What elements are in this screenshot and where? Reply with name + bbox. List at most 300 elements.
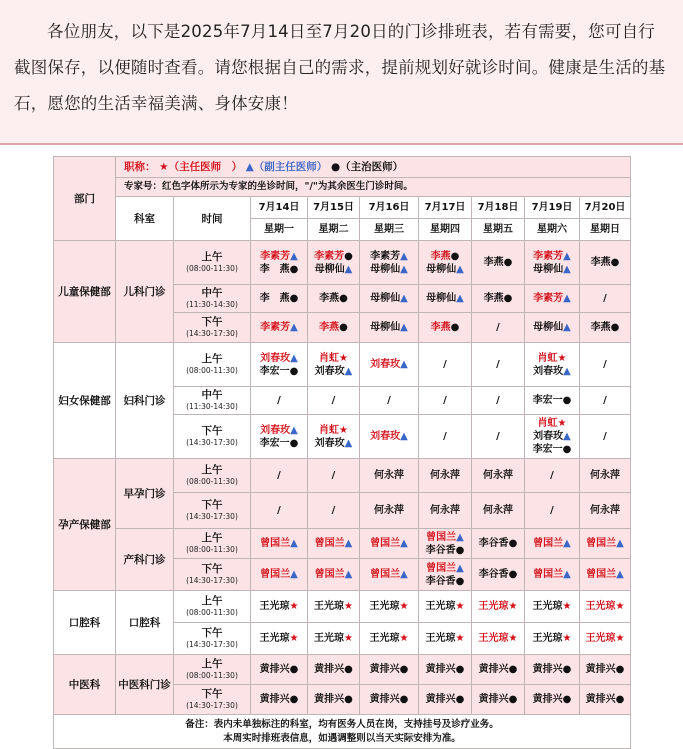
schedule-cell [251,559,308,591]
doctor-name: 曾国兰 [260,538,291,549]
schedule-cell [419,459,472,493]
schedule-cell [360,285,419,313]
doctor-entry [580,632,630,645]
dot-icon: ● [399,694,409,705]
dept-cell: 孕产保健部 [54,459,116,591]
schedule-cell [472,387,525,415]
doctor-entry [360,568,418,581]
schedule-cell [308,343,360,387]
dot-icon: ● [562,694,572,705]
doctor-name: 李燕 [483,257,504,268]
schedule-cell [580,313,631,343]
time-slot-cell [174,685,251,715]
doctor-name: 刘春玫 [533,431,564,442]
clinic-cell: 中医科门诊 [116,655,174,715]
triangle-icon: ▲ [290,250,298,262]
schedule-cell [360,591,419,623]
doctor-name: 王光琼 [532,601,563,612]
time-header: 时间 [174,197,251,241]
doctor-entry [525,693,579,706]
doctor-entry [419,263,471,276]
doctor-entry [251,365,307,378]
schedule-cell [251,493,308,529]
weekday-label: 星期五 [483,224,513,235]
star-icon: ★ [615,601,625,612]
triangle-icon: ▲ [616,538,624,549]
star-icon: ★ [339,424,348,436]
doctor-name: 李素芳 [370,250,401,262]
doctor-name: 王光琼 [259,633,290,644]
doctor-name: 李谷香 [425,544,456,556]
triangle-icon: ▲ [290,538,298,549]
note-row [54,715,631,749]
slash-mark: / [443,395,447,406]
slot-range: (11:30-14:30) [186,299,238,309]
doctor-entry [251,352,307,365]
doctor-entry [580,663,630,676]
doctor-entry [251,424,307,437]
doctor-entry [419,394,471,407]
doctor-entry [419,531,471,544]
doctor-entry [419,321,471,334]
doctor-name: 曾国兰 [370,538,401,549]
doctor-entry [419,430,471,443]
slash-mark: / [603,293,607,304]
triangle-icon: ▲ [563,263,571,275]
doctor-entry [360,430,418,443]
star-icon: ★ [562,633,572,644]
dot-icon: ● [455,694,465,705]
triangle-icon: ▲ [344,365,353,377]
triangle-icon: ▲ [400,322,408,333]
doctor-entry [525,321,579,334]
doctor-name: 王光琼 [259,601,290,612]
doctor-name: 李素芳 [314,250,345,262]
triangle-icon: ▲ [344,437,353,449]
star-icon: ★ [615,633,625,644]
doctor-name: 曾国兰 [586,569,617,580]
slash-mark: / [331,395,336,406]
schedule-cell [360,493,419,529]
doctor-entry [525,504,579,517]
doctor-entry [360,504,418,517]
doctor-name: 黄排兴 [369,694,400,705]
slot-range: (14:30-17:30) [186,328,238,338]
time-slot-cell [174,591,251,623]
schedule-cell [525,459,580,493]
star-icon: ★ [508,633,518,644]
schedule-cell [419,591,472,623]
doctor-name: 王光琼 [585,633,616,644]
star-icon: ★ [344,633,353,644]
schedule-cell [525,285,580,313]
doctor-entry [251,437,307,450]
slash-mark: / [496,322,500,333]
schedule-cell [308,285,360,313]
doctor-entry [308,352,359,365]
doctor-name: 何永萍 [430,470,460,481]
doctor-name: 刘春玫 [260,424,291,436]
slash-mark: / [603,431,607,442]
slot-label: 上午 [201,463,223,476]
doctor-name: 王光琼 [369,601,400,612]
doctor-entry [308,632,359,645]
doctor-entry [360,358,418,371]
clinic-cell: 早孕门诊 [116,459,174,529]
schedule-cell [419,493,472,529]
doctor-entry [419,504,471,517]
doctor-entry [525,663,579,676]
doctor-entry [580,292,630,305]
doctor-name: 黄排兴 [585,664,616,675]
day-header [419,197,472,241]
triangle-icon: ▲ [400,431,408,442]
schedule-cell [525,623,580,655]
slash-mark: / [277,470,281,481]
day-header [580,197,631,241]
schedule-cell [308,493,360,529]
schedule-cell [251,459,308,493]
doctor-entry [472,256,524,269]
doctor-name: 李宏一 [532,395,563,406]
schedule-cell [419,529,472,559]
day-header [525,197,580,241]
doctor-name: 王光琼 [585,601,616,612]
doctor-entry [251,663,307,676]
intro-paragraph: 各位朋友，以下是2025年7月14日至7月20日的门诊排班表，若有需要，您可自行截图保存，以便随时查看。请您根据自己的需求，提前规划好就诊时间。健康是生活的基石，愿您的生活幸福美满、身体安康！ [0,0,683,145]
schedule-cell [360,529,419,559]
day-header [251,197,308,241]
schedule-cell [419,313,472,343]
slot-label: 下午 [201,315,223,328]
slash-mark: / [603,395,607,406]
clinic-cell: 儿科门诊 [116,241,174,343]
doctor-entry [472,537,524,550]
doctor-name: 李燕 [590,257,611,268]
triangle-icon: ▲ [400,263,408,275]
schedule-cell [419,241,472,285]
doctor-entry [580,469,630,482]
schedule-cell [580,285,631,313]
schedule-cell [251,591,308,623]
doctor-name: 黄排兴 [532,664,563,675]
schedule-cell [251,529,308,559]
triangle-icon: ▲ [400,250,408,262]
time-slot-cell [174,655,251,685]
doctor-entry [419,358,471,371]
doctor-entry [251,537,307,550]
doctor-entry [580,394,630,407]
dot-icon: ● [562,395,572,406]
doctor-name: 王光琼 [369,633,400,644]
time-slot-cell [174,241,251,285]
doctor-name: 王光琼 [314,601,345,612]
doctor-entry [525,430,579,443]
schedule-table [53,156,631,749]
dept-cell: 中医科 [54,655,116,715]
triangle-icon: ▲ [456,531,464,543]
doctor-name: 黄排兴 [478,694,509,705]
time-slot-cell [174,529,251,559]
schedule-cell [525,415,580,459]
doctor-entry [308,365,359,378]
doctor-entry [525,394,579,407]
doctor-name: 李燕 [430,322,451,333]
schedule-cell [308,559,360,591]
doctor-entry [580,430,630,443]
doctor-name: 李燕 [430,250,451,262]
doctor-entry [308,437,359,450]
date-label: 7月15日 [308,197,359,219]
schedule-cell [419,559,472,591]
schedule-cell [525,591,580,623]
doctor-name: 黄排兴 [369,664,400,675]
dot-icon: ● [615,694,625,705]
weekday-label: 星期六 [537,224,567,235]
dept-cell: 口腔科 [54,591,116,655]
schedule-cell [308,591,360,623]
schedule-cell [419,387,472,415]
triangle-icon: ▲ [456,293,464,304]
slash-mark: / [496,431,500,442]
time-slot-cell [174,387,251,415]
star-icon: ★ [455,601,465,612]
doctor-name: 刘春玫 [314,365,345,377]
schedule-cell [251,655,308,685]
doctor-name: 李燕 [590,322,611,333]
weekday-label: 星期三 [374,224,404,235]
doctor-name: 肖虹 [319,424,340,436]
doctor-entry [525,263,579,276]
time-slot-cell [174,313,251,343]
slash-mark: / [331,505,336,516]
triangle-icon: ▲ [563,431,571,442]
dot-icon: ● [455,664,465,675]
schedule-cell [419,655,472,685]
doctor-entry [308,263,359,276]
doctor-name: 李谷香 [478,569,509,580]
schedule-cell [251,343,308,387]
dot-icon: ● [508,569,518,580]
doctor-name: 刘春玫 [370,431,401,442]
slot-label: 下午 [201,687,223,700]
doctor-entry [580,358,630,371]
doctor-name: 黄排兴 [478,664,509,675]
time-slot-cell [174,459,251,493]
doctor-entry [308,250,359,263]
clinic-cell: 口腔科 [116,591,174,655]
doctor-name: 曾国兰 [533,538,564,549]
slot-label: 中午 [201,388,223,401]
doctor-name: 李素芳 [533,250,564,262]
doctor-name: 黄排兴 [425,694,456,705]
schedule-cell [360,387,419,415]
triangle-icon: ▲ [400,293,408,304]
doctor-entry [251,250,307,263]
title-legend [116,157,631,178]
schedule-cell [308,415,360,459]
slot-range: (14:30-17:30) [186,437,238,447]
legend-prefix: 职称： [124,161,156,173]
slot-range: (08:00-11:30) [186,544,238,554]
doctor-entry [472,394,524,407]
schedule-cell [472,493,525,529]
slash-mark: / [443,431,447,442]
doctor-entry [472,430,524,443]
schedule-cell [251,241,308,285]
schedule-cell [472,343,525,387]
schedule-cell [580,685,631,715]
doctor-name: 李 燕 [259,263,290,275]
schedule-cell [580,415,631,459]
table-row [54,241,631,285]
doctor-name: 曾国兰 [586,538,617,549]
doctor-name: 刘春玫 [370,359,401,370]
star-icon: ★ [399,601,409,612]
slot-range: (08:00-11:30) [186,607,238,617]
doctor-name: 肖虹 [319,352,340,364]
star-icon: ★ [508,601,518,612]
triangle-icon: ▲ [563,365,571,377]
doctor-entry [525,632,579,645]
doctor-entry [419,575,471,588]
doctor-entry [308,292,359,305]
dot-icon: ● [289,293,299,304]
day-header [472,197,525,241]
doctor-entry [525,469,579,482]
schedule-cell [472,591,525,623]
schedule-cell [251,387,308,415]
schedule-cell [580,559,631,591]
schedule-cell [360,343,419,387]
slot-range: (08:00-11:30) [186,365,238,375]
slot-label: 下午 [201,626,223,639]
doctor-name: 黄排兴 [425,664,456,675]
table-row [54,529,631,559]
doctor-entry [360,537,418,550]
triangle-icon: ▲ [400,359,408,370]
doctor-name: 刘春玫 [314,437,345,449]
doctor-name: 李燕 [483,293,504,304]
schedule-cell [308,241,360,285]
dot-icon: ● [562,444,572,455]
schedule-cell [580,623,631,655]
doctor-entry [419,600,471,613]
doctor-name: 何永萍 [430,505,460,516]
slot-label: 上午 [201,531,223,544]
schedule-cell [308,387,360,415]
doctor-name: 曾国兰 [426,562,457,574]
dot-icon: ● [450,250,460,262]
doctor-entry [472,321,524,334]
dot-icon: ● [503,257,513,268]
date-label: 7月20日 [580,197,630,219]
dot-icon: ● [450,322,460,333]
dot-icon: ● [615,664,625,675]
schedule-cell [472,655,525,685]
schedule-cell [360,685,419,715]
dot-icon: ● [289,437,299,449]
doctor-name: 黄排兴 [259,664,290,675]
schedule-cell [251,623,308,655]
dot-icon: ● [508,538,518,549]
dot-icon: ● [344,250,353,262]
slot-label: 下午 [201,562,223,575]
dot-icon: ● [503,293,513,304]
dept-cell: 妇女保健部 [54,343,116,459]
doctor-entry [251,600,307,613]
schedule-cell [472,313,525,343]
doctor-entry [472,693,524,706]
schedule-cell [472,241,525,285]
doctor-entry [251,469,307,482]
doctor-name: 李素芳 [260,250,291,262]
doctor-entry [472,358,524,371]
clinic-cell: 妇科门诊 [116,343,174,459]
dot-icon: ● [610,257,620,268]
doctor-entry [308,693,359,706]
doctor-name: 李素芳 [533,293,564,304]
doctor-name: 李谷香 [425,575,456,587]
doctor-entry [580,568,630,581]
slot-label: 中午 [201,286,223,299]
dot-icon: ● [455,544,465,556]
doctor-entry [525,537,579,550]
doctor-entry [580,537,630,550]
doctor-name: 母柳仙 [426,293,457,304]
doctor-entry [360,263,418,276]
doctor-name: 母柳仙 [426,263,457,275]
schedule-cell [525,493,580,529]
day-header [308,197,360,241]
doctor-name: 何永萍 [374,470,404,481]
schedule-cell [308,685,360,715]
doctor-name: 母柳仙 [533,322,564,333]
doctor-entry [472,504,524,517]
footnote [54,715,631,749]
slot-range: (14:30-17:30) [186,700,238,710]
doctor-name: 黄排兴 [532,694,563,705]
schedule-cell [360,415,419,459]
triangle-icon: ▲ [400,538,408,549]
weekday-label: 星期二 [318,224,349,235]
doctor-name: 王光琼 [478,633,509,644]
doctor-name: 李 燕 [259,293,290,304]
doctor-entry [472,469,524,482]
schedule-cell [251,285,308,313]
doctor-name: 何永萍 [483,470,513,481]
doctor-name: 王光琼 [532,633,563,644]
triangle-icon: ▲ [563,293,571,304]
doctor-name: 王光琼 [478,601,509,612]
doctor-entry [308,504,359,517]
star-icon: ★ [289,601,299,612]
date-label: 7月18日 [472,197,524,219]
doctor-entry [580,321,630,334]
schedule-cell [472,559,525,591]
doctor-entry [525,352,579,365]
doctor-entry [360,394,418,407]
triangle-icon: ▲ [563,250,571,262]
slot-label: 上午 [201,594,223,607]
star-icon: ★ [455,633,465,644]
doctor-entry [419,250,471,263]
doctor-entry [419,544,471,557]
schedule-cell [472,529,525,559]
star-icon: ★ [289,633,299,644]
schedule-cell [419,343,472,387]
dot-icon: ● [508,694,518,705]
